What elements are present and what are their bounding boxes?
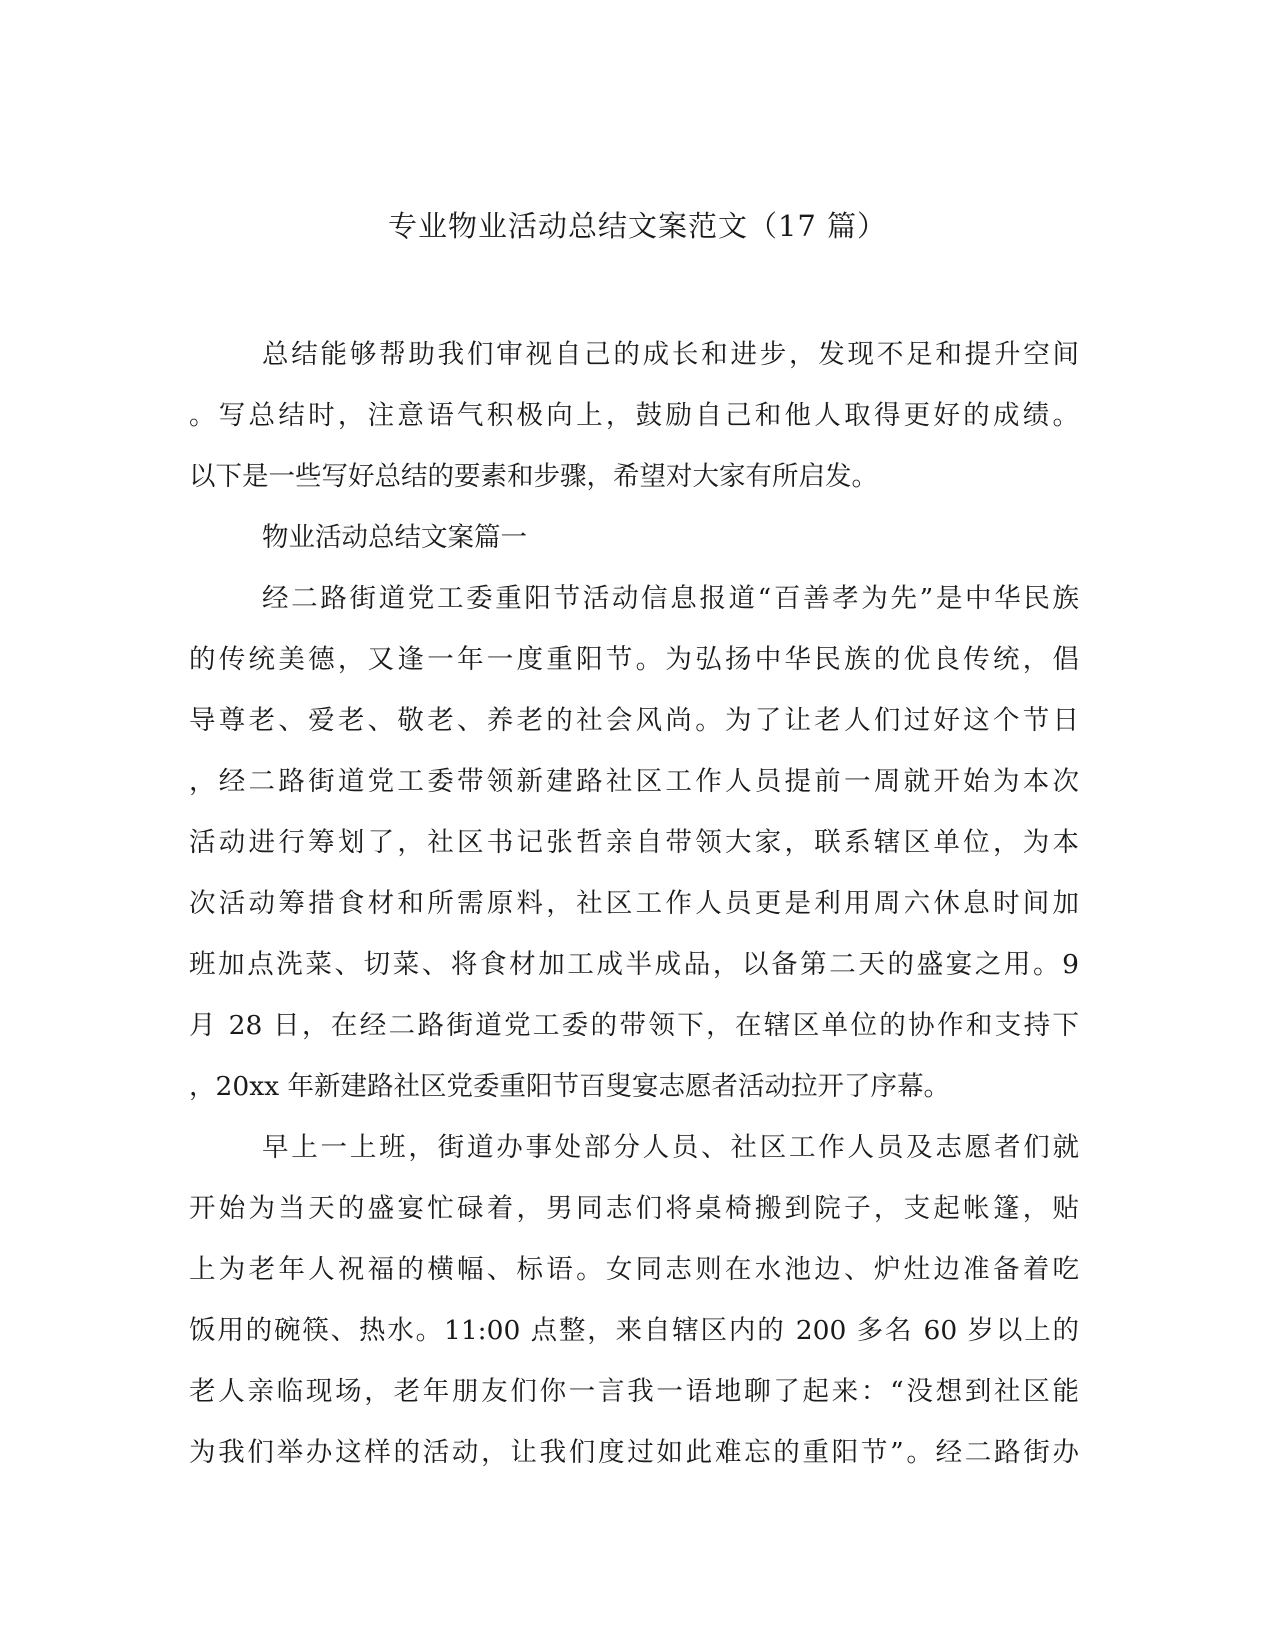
text-line: 经二路街道党工委重阳节活动信息报道“百善孝为先”是中华民族 xyxy=(262,583,1079,614)
text-line: 导尊老、爱老、敬老、养老的社会风尚。为了让老人们过好这个节日 xyxy=(189,705,1079,736)
text-line: 物业活动总结文案篇一 xyxy=(262,522,527,553)
text-line: 班加点洗菜、切菜、将食材加工成半成品，以备第二天的盛宴之用。9 xyxy=(189,949,1079,980)
text-line: 以下是一些写好总结的要素和步骤，希望对大家有所启发。 xyxy=(189,461,878,492)
text-line: 老人亲临现场，老年朋友们你一言我一语地聊了起来：“没想到社区能 xyxy=(189,1376,1079,1407)
text-line: 早上一上班，街道办事处部分人员、社区工作人员及志愿者们就 xyxy=(262,1132,1079,1163)
document-body xyxy=(189,324,1079,1483)
text-line: 总结能够帮助我们审视自己的成长和进步，发现不足和提升空间 xyxy=(262,339,1079,370)
text-line: ，20xx 年新建路社区党委重阳节百叟宴志愿者活动拉开了序幕。 xyxy=(189,1071,951,1102)
page-title: 专业物业活动总结文案范文（17 篇） xyxy=(387,209,888,243)
text-line: 次活动筹措食材和所需原料，社区工作人员更是利用周六休息时间加 xyxy=(189,888,1079,919)
text-line: 上为老年人祝福的横幅、标语。女同志则在水池边、炉灶边准备着吃 xyxy=(189,1254,1079,1285)
text-line: 活动进行筹划了，社区书记张哲亲自带领大家，联系辖区单位，为本 xyxy=(189,827,1079,858)
text-line: 开始为当天的盛宴忙碌着，男同志们将桌椅搬到院子，支起帐篷，贴 xyxy=(189,1193,1079,1224)
text-line: ，经二路街道党工委带领新建路社区工作人员提前一周就开始为本次 xyxy=(189,766,1079,797)
text-line: 为我们举办这样的活动，让我们度过如此难忘的重阳节”。经二路街办 xyxy=(189,1437,1079,1468)
text-line: 饭用的碗筷、热水。11:00 点整，来自辖区内的 200 多名 60 岁以上的 xyxy=(189,1315,1079,1346)
text-line: 的传统美德，又逢一年一度重阳节。为弘扬中华民族的优良传统，倡 xyxy=(189,644,1079,675)
text-line: 。写总结时，注意语气积极向上，鼓励自己和他人取得更好的成绩。 xyxy=(189,400,1079,431)
text-line: 月 28 日，在经二路街道党工委的带领下，在辖区单位的协作和支持下 xyxy=(189,1010,1079,1041)
